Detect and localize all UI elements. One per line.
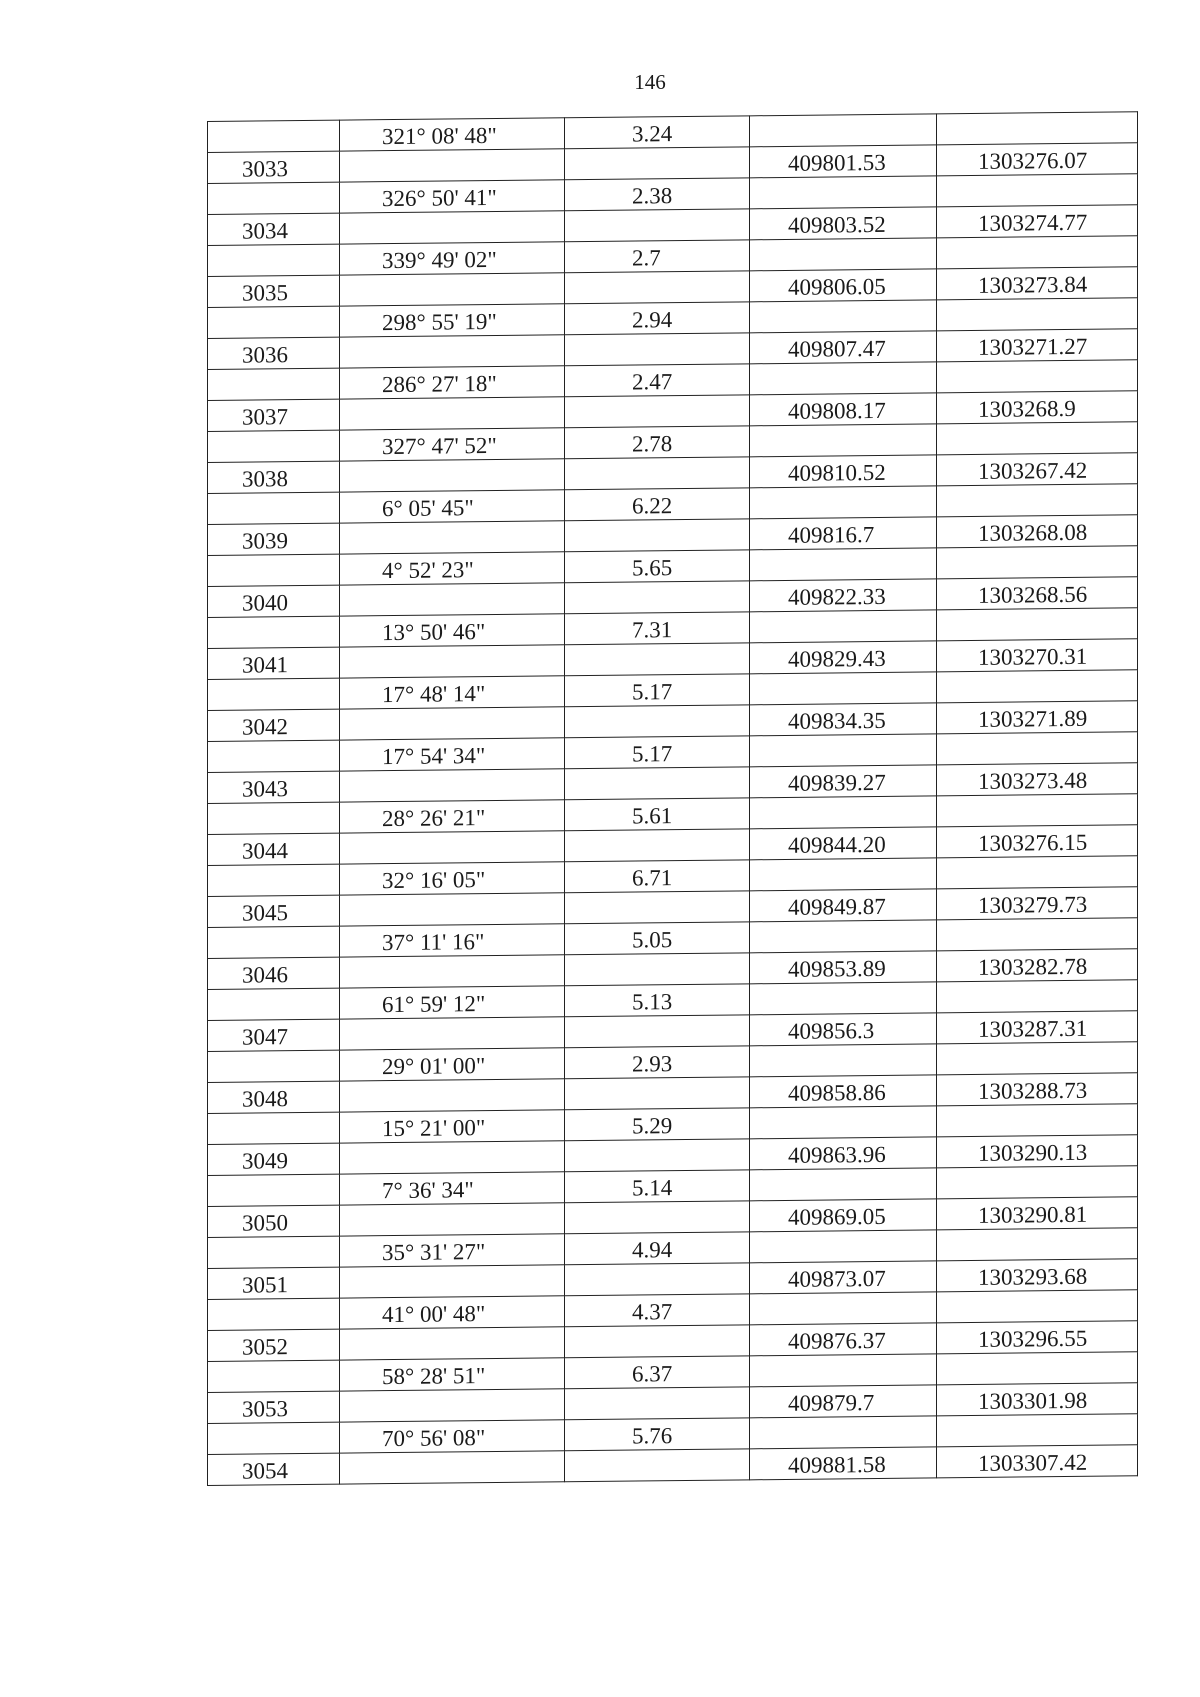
point-cell-empty [208,988,340,1020]
easting-cell: 409879.7 [750,1385,937,1418]
easting-cell: 409807.47 [750,331,937,364]
bearing-cell-empty [340,1203,565,1236]
distance-cell: 2.78 [565,426,750,459]
northing-cell: 1303288.73 [937,1073,1138,1106]
northing-cell-empty [937,1290,1138,1323]
distance-cell: 5.14 [565,1170,750,1203]
easting-cell: 409810.52 [750,455,937,488]
distance-cell-empty [565,271,750,304]
bearing-cell-empty [340,707,565,740]
bearing-cell-empty [340,1389,565,1422]
point-cell-empty [208,926,340,958]
bearing-cell-empty [340,893,565,926]
easting-cell: 409856.3 [750,1013,937,1046]
distance-cell: 5.13 [565,984,750,1017]
bearing-cell: 35° 31' 27" [340,1234,565,1267]
northing-cell-empty [937,980,1138,1013]
northing-cell-empty [937,1228,1138,1261]
easting-cell: 409858.86 [750,1075,937,1108]
distance-cell: 5.76 [565,1418,750,1451]
distance-cell-empty [565,1263,750,1296]
point-id-cell: 3046 [208,957,340,989]
point-id-cell: 3035 [208,275,340,307]
distance-cell: 5.17 [565,736,750,769]
distance-cell-empty [565,705,750,738]
northing-cell-empty [937,1042,1138,1075]
easting-cell: 409844.20 [750,827,937,860]
easting-cell: 409829.43 [750,641,937,674]
bearing-cell-empty [340,459,565,492]
distance-cell-empty [565,209,750,242]
northing-cell-empty [937,1166,1138,1199]
easting-cell-empty [750,1354,937,1387]
distance-cell: 7.31 [565,612,750,645]
easting-cell-empty [750,548,937,581]
distance-cell: 2.7 [565,240,750,273]
point-id-cell: 3048 [208,1081,340,1113]
point-id-cell: 3043 [208,771,340,803]
point-cell-empty [208,1174,340,1206]
point-id-cell: 3050 [208,1205,340,1237]
point-cell-empty [208,1050,340,1082]
point-id-cell: 3041 [208,647,340,679]
distance-cell: 2.38 [565,178,750,211]
point-id-cell: 3042 [208,709,340,741]
bearing-cell: 58° 28' 51" [340,1358,565,1391]
distance-cell-empty [565,1139,750,1172]
distance-cell: 2.47 [565,364,750,397]
northing-cell-empty [937,670,1138,703]
northing-cell-empty [937,422,1138,455]
bearing-cell: 13° 50' 46" [340,614,565,647]
distance-cell-empty [565,1015,750,1048]
bearing-cell-empty [340,831,565,864]
page-number: 146 [634,70,666,94]
bearing-cell: 4° 52' 23" [340,552,565,585]
northing-cell-empty [937,360,1138,393]
northing-cell-empty [937,918,1138,951]
point-cell-empty [208,244,340,276]
northing-cell-empty [937,1104,1138,1137]
easting-cell-empty [750,982,937,1015]
point-id-cell: 3039 [208,523,340,555]
point-id-cell: 3054 [208,1453,340,1485]
easting-cell-empty [750,672,937,705]
distance-cell-empty [565,1325,750,1358]
easting-cell-empty [750,486,937,519]
easting-cell: 409839.27 [750,765,937,798]
northing-cell-empty [937,174,1138,207]
point-cell-empty [208,740,340,772]
distance-cell: 5.65 [565,550,750,583]
point-id-cell: 3033 [208,151,340,183]
point-id-cell: 3044 [208,833,340,865]
point-cell-empty [208,1236,340,1268]
bearing-cell: 61° 59' 12" [340,986,565,1019]
point-cell-empty [208,1298,340,1330]
distance-cell-empty [565,643,750,676]
point-id-cell: 3040 [208,585,340,617]
distance-cell: 5.17 [565,674,750,707]
bearing-cell-empty [340,273,565,306]
easting-cell-empty [750,300,937,333]
point-cell-empty [208,616,340,648]
easting-cell-empty [750,238,937,271]
distance-cell-empty [565,581,750,614]
northing-cell-empty [937,484,1138,517]
bearing-cell: 327° 47' 52" [340,428,565,461]
distance-cell: 6.22 [565,488,750,521]
bearing-cell-empty [340,1265,565,1298]
bearing-cell: 70° 56' 08" [340,1420,565,1453]
easting-cell-empty [750,176,937,209]
bearing-cell: 7° 36' 34" [340,1172,565,1205]
bearing-cell: 326° 50' 41" [340,180,565,213]
distance-cell: 6.37 [565,1356,750,1389]
northing-cell: 1303268.56 [937,577,1138,610]
distance-cell: 5.05 [565,922,750,955]
point-cell-empty [208,864,340,896]
northing-cell: 1303276.07 [937,143,1138,176]
easting-cell-empty [750,1168,937,1201]
easting-cell: 409876.37 [750,1323,937,1356]
bearing-cell: 28° 26' 21" [340,800,565,833]
northing-cell: 1303271.89 [937,701,1138,734]
easting-cell-empty [750,610,937,643]
bearing-cell: 17° 54' 34" [340,738,565,771]
point-cell-empty [208,554,340,586]
point-cell-empty [208,120,340,152]
bearing-cell: 339° 49' 02" [340,242,565,275]
northing-cell: 1303279.73 [937,887,1138,920]
northing-cell: 1303290.81 [937,1197,1138,1230]
northing-cell-empty [937,608,1138,641]
distance-cell-empty [565,829,750,862]
point-id-cell: 3052 [208,1329,340,1361]
bearing-cell: 298° 55' 19" [340,304,565,337]
distance-cell: 3.24 [565,116,750,149]
northing-cell: 1303287.31 [937,1011,1138,1044]
easting-cell-empty [750,734,937,767]
point-cell-empty [208,182,340,214]
bearing-cell-empty [340,645,565,678]
northing-cell: 1303293.68 [937,1259,1138,1292]
distance-cell-empty [565,457,750,490]
easting-cell: 409806.05 [750,269,937,302]
point-cell-empty [208,368,340,400]
point-cell-empty [208,306,340,338]
distance-cell: 4.37 [565,1294,750,1327]
bearing-cell: 29° 01' 00" [340,1048,565,1081]
distance-cell: 2.94 [565,302,750,335]
northing-cell: 1303267.42 [937,453,1138,486]
easting-cell-empty [750,1416,937,1449]
bearing-cell-empty [340,397,565,430]
point-cell-empty [208,430,340,462]
point-id-cell: 3037 [208,399,340,431]
point-id-cell: 3053 [208,1391,340,1423]
easting-cell-empty [750,114,937,147]
point-id-cell: 3049 [208,1143,340,1175]
easting-cell: 409863.96 [750,1137,937,1170]
easting-cell-empty [750,1106,937,1139]
easting-cell: 409869.05 [750,1199,937,1232]
bearing-cell: 17° 48' 14" [340,676,565,709]
distance-cell-empty [565,1449,750,1482]
easting-cell-empty [750,920,937,953]
bearing-cell-empty [340,583,565,616]
distance-cell-empty [565,519,750,552]
distance-cell-empty [565,395,750,428]
point-cell-empty [208,492,340,524]
easting-cell: 409853.89 [750,951,937,984]
northing-cell-empty [937,112,1138,145]
northing-cell-empty [937,1414,1138,1447]
point-id-cell: 3038 [208,461,340,493]
distance-cell-empty [565,147,750,180]
bearing-cell-empty [340,1451,565,1484]
bearing-cell-empty [340,1079,565,1112]
northing-cell: 1303273.48 [937,763,1138,796]
northing-cell: 1303268.08 [937,515,1138,548]
bearing-cell: 15° 21' 00" [340,1110,565,1143]
easting-cell: 409816.7 [750,517,937,550]
bearing-cell-empty [340,1017,565,1050]
point-id-cell: 3045 [208,895,340,927]
bearing-cell-empty [340,521,565,554]
northing-cell-empty [937,856,1138,889]
easting-cell: 409808.17 [750,393,937,426]
northing-cell: 1303290.13 [937,1135,1138,1168]
coordinate-table-body [208,112,1138,1486]
easting-cell-empty [750,1044,937,1077]
point-id-cell: 3034 [208,213,340,245]
northing-cell-empty [937,298,1138,331]
northing-cell: 1303271.27 [937,329,1138,362]
distance-cell-empty [565,767,750,800]
point-id-cell: 3051 [208,1267,340,1299]
distance-cell-empty [565,1077,750,1110]
bearing-cell-empty [340,149,565,182]
northing-cell: 1303268.9 [937,391,1138,424]
bearing-cell-empty [340,1141,565,1174]
northing-cell-empty [937,1352,1138,1385]
northing-cell: 1303270.31 [937,639,1138,672]
point-cell-empty [208,1360,340,1392]
distance-cell: 6.71 [565,860,750,893]
distance-cell-empty [565,1201,750,1234]
bearing-cell-empty [340,1327,565,1360]
distance-cell: 5.61 [565,798,750,831]
easting-cell-empty [750,796,937,829]
easting-cell: 409849.87 [750,889,937,922]
easting-cell-empty [750,362,937,395]
easting-cell: 409834.35 [750,703,937,736]
bearing-cell: 37° 11' 16" [340,924,565,957]
easting-cell-empty [750,858,937,891]
point-id-cell: 3047 [208,1019,340,1051]
distance-cell-empty [565,333,750,366]
northing-cell: 1303301.98 [937,1383,1138,1416]
northing-cell-empty [937,794,1138,827]
easting-cell: 409803.52 [750,207,937,240]
bearing-cell: 321° 08' 48" [340,118,565,151]
distance-cell-empty [565,891,750,924]
easting-cell-empty [750,424,937,457]
northing-cell-empty [937,732,1138,765]
point-cell-empty [208,1112,340,1144]
point-cell-empty [208,802,340,834]
bearing-cell: 41° 00' 48" [340,1296,565,1329]
distance-cell-empty [565,953,750,986]
coordinate-table-wrapper [207,111,1137,1486]
bearing-cell: 32° 16' 05" [340,862,565,895]
easting-cell: 409822.33 [750,579,937,612]
northing-cell: 1303276.15 [937,825,1138,858]
point-cell-empty [208,678,340,710]
northing-cell: 1303274.77 [937,205,1138,238]
easting-cell: 409881.58 [750,1447,937,1480]
bearing-cell-empty [340,335,565,368]
easting-cell: 409873.07 [750,1261,937,1294]
point-id-cell: 3036 [208,337,340,369]
northing-cell-empty [937,236,1138,269]
easting-cell: 409801.53 [750,145,937,178]
distance-cell: 2.93 [565,1046,750,1079]
distance-cell: 4.94 [565,1232,750,1265]
northing-cell: 1303273.84 [937,267,1138,300]
bearing-cell-empty [340,211,565,244]
easting-cell-empty [750,1230,937,1263]
northing-cell: 1303296.55 [937,1321,1138,1354]
bearing-cell-empty [340,769,565,802]
northing-cell: 1303282.78 [937,949,1138,982]
coordinate-table [207,111,1138,1486]
northing-cell-empty [937,546,1138,579]
easting-cell-empty [750,1292,937,1325]
distance-cell-empty [565,1387,750,1420]
bearing-cell-empty [340,955,565,988]
bearing-cell: 286° 27' 18" [340,366,565,399]
point-cell-empty [208,1422,340,1454]
northing-cell: 1303307.42 [937,1445,1138,1478]
bearing-cell: 6° 05' 45" [340,490,565,523]
distance-cell: 5.29 [565,1108,750,1141]
